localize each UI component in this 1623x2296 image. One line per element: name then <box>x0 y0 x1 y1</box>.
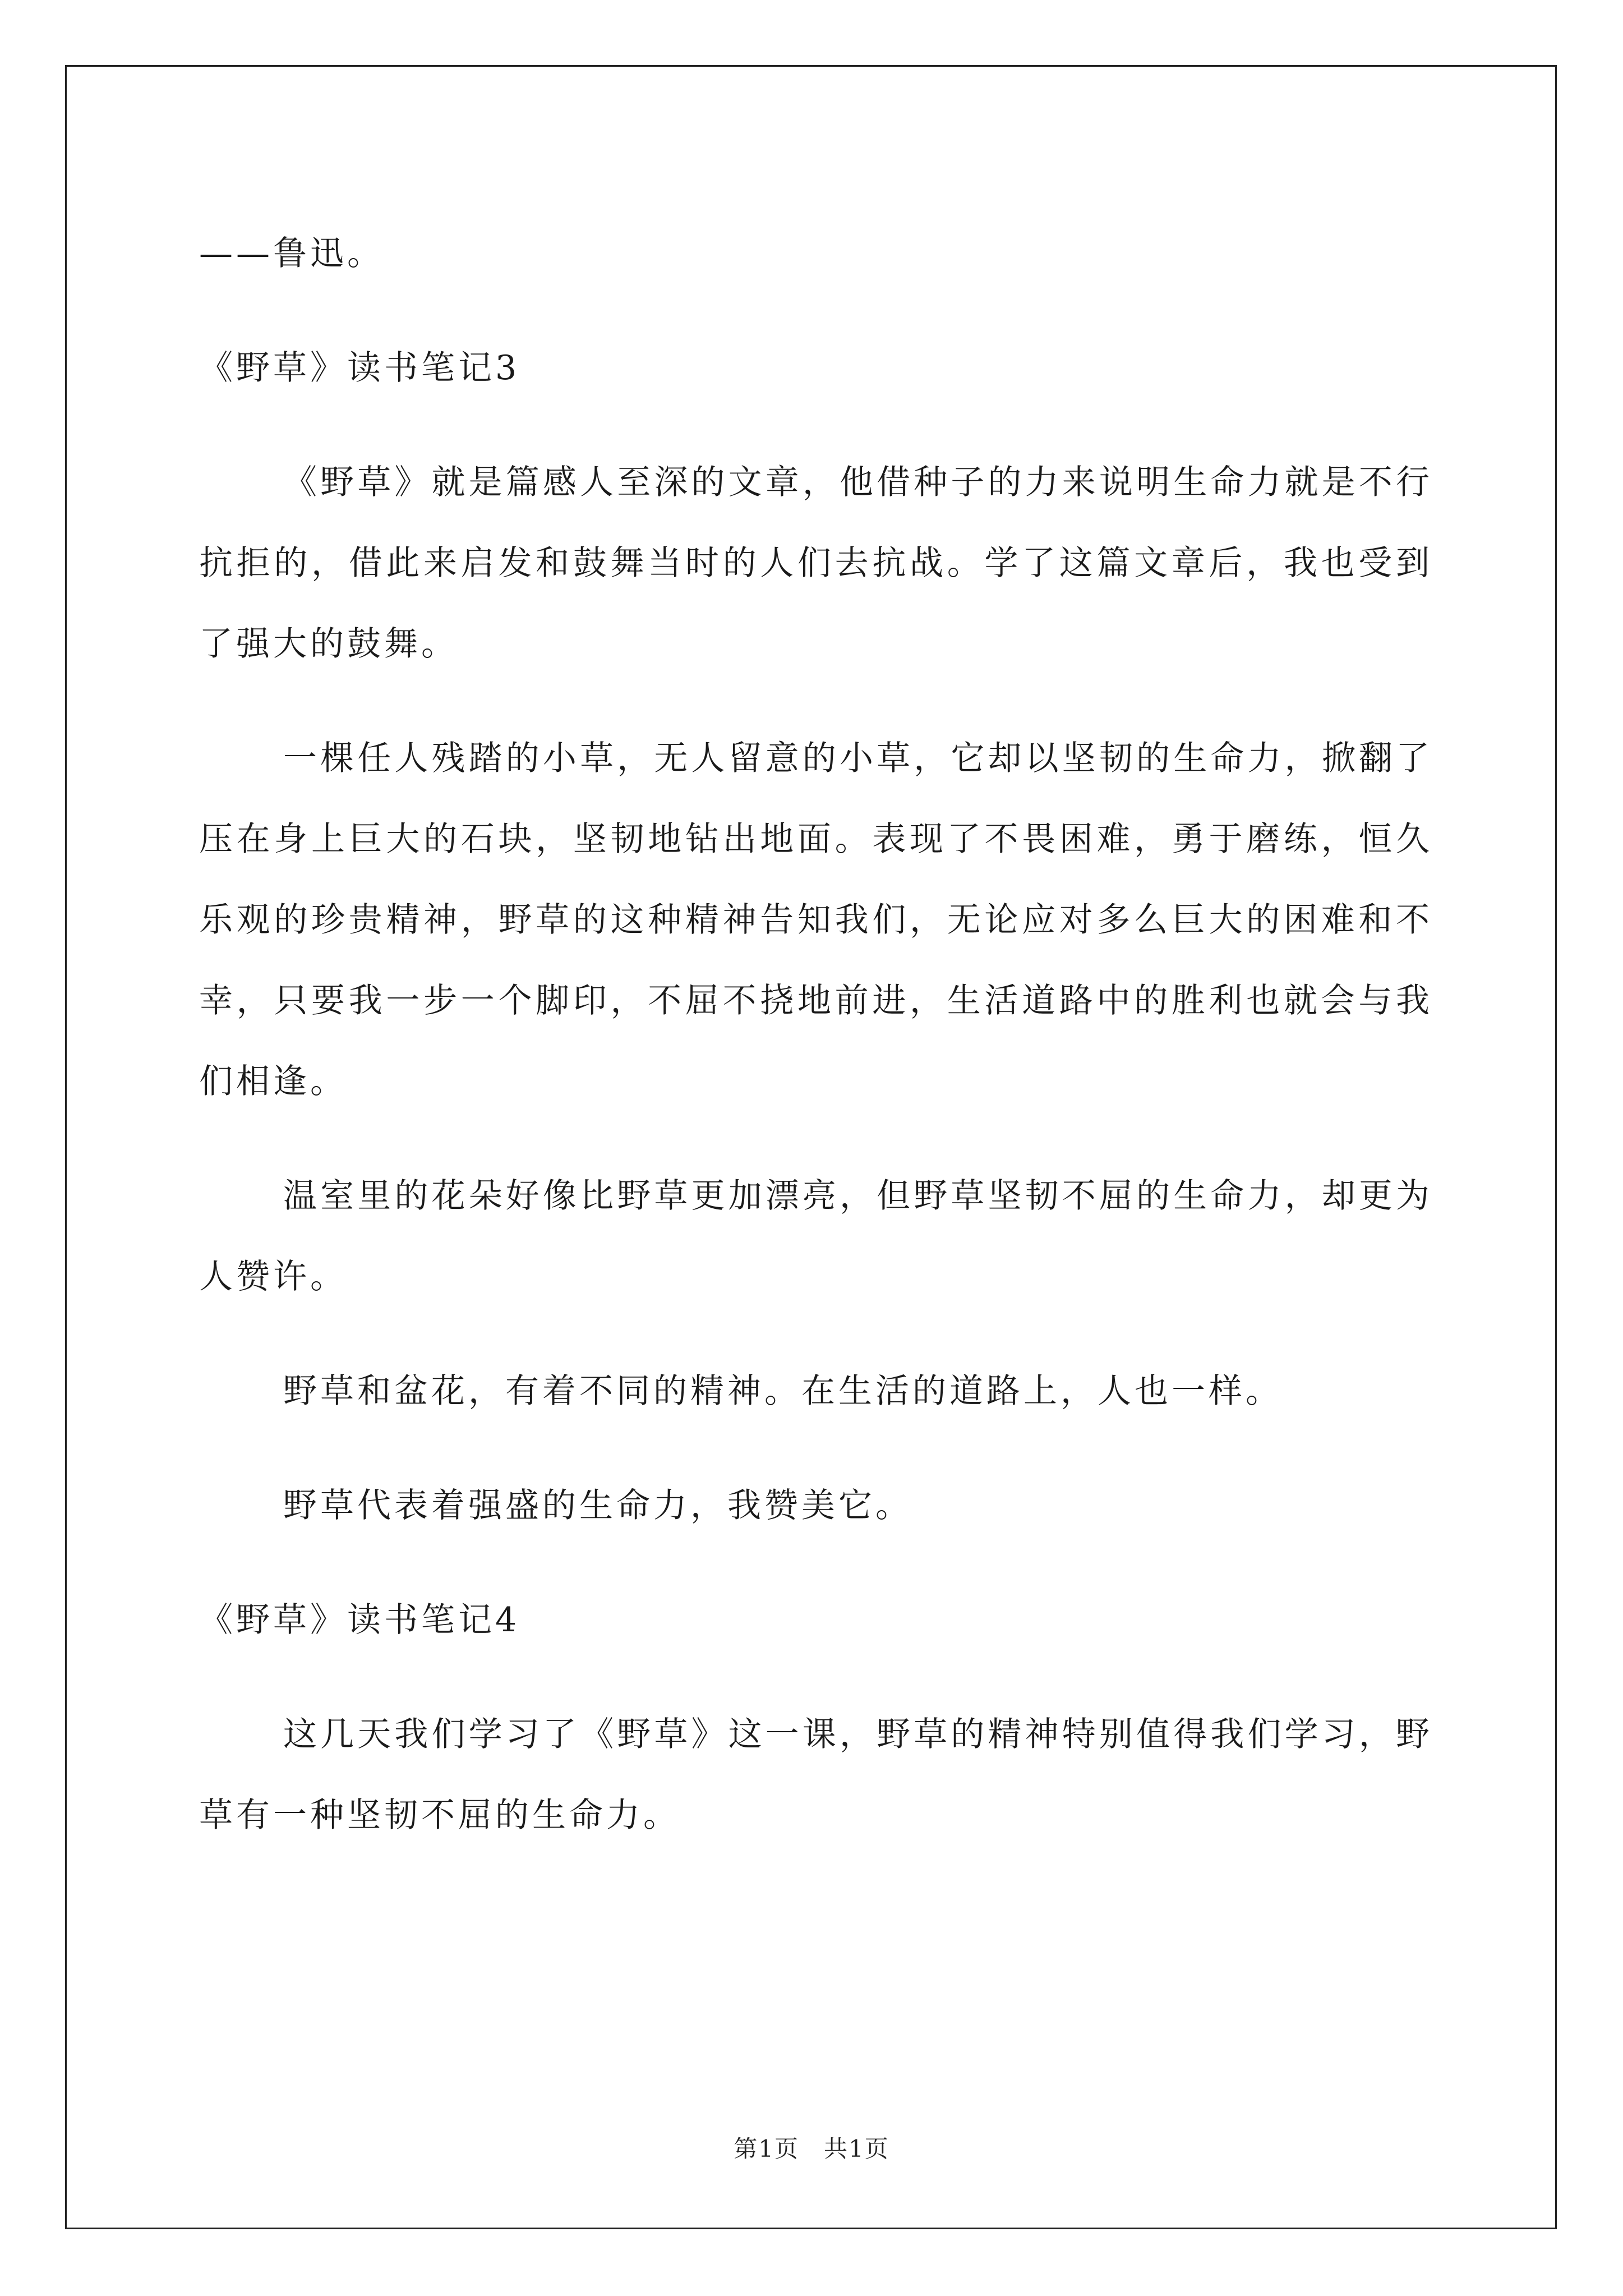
paragraph-2: 一棵任人残踏的小草，无人留意的小草，它却以坚韧的生命力，掀翻了压在身上巨大的石块，坚韧地钻出地面。表现了不畏困难，勇于磨练，恒久乐观的珍贵精神，野草的这种精神告知我们，无论应对多么巨大的困难和不幸，只要我一步一个脚印，不屈不挠地前进，生活道路中的胜利也就会与我们相逢。 <box>199 739 1433 1101</box>
section-heading-4: 《野草》读书笔记4 <box>199 1600 520 1640</box>
document-body <box>199 213 1433 1856</box>
paragraph-6: 这几天我们学习了《野草》这一课，野草的精神特别值得我们学习，野草有一种坚韧不屈的生命力。 <box>199 1715 1433 1835</box>
paragraph-4: 野草和盆花，有着不同的精神。在生活的道路上，人也一样。 <box>283 1372 1283 1411</box>
paragraph-5: 野草代表着强盛的生命力，我赞美它。 <box>283 1486 912 1525</box>
paragraph-1: 《野草》就是篇感人至深的文章，他借种子的力来说明生命力就是不行抗拒的，借此来启发和鼓舞当时的人们去抗战。学了这篇文章后，我也受到了强大的鼓舞。 <box>199 463 1433 664</box>
paragraph-3: 温室里的花朵好像比野草更加漂亮，但野草坚韧不屈的生命力，却更为人赞许。 <box>199 1176 1433 1296</box>
section-heading-3: 《野草》读书笔记3 <box>199 348 520 388</box>
attribution-line: ——鲁迅。 <box>199 234 384 273</box>
page-footer: 第1页 共1页 <box>734 2135 889 2162</box>
